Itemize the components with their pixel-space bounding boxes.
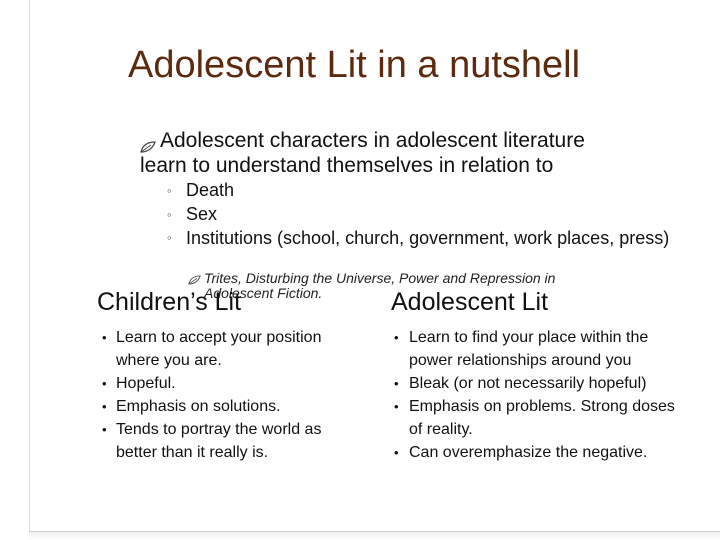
ring-bullet-icon: ◦ [167,183,172,198]
adolescent-lit-heading: Adolescent Lit [391,288,549,316]
slide-title: Adolescent Lit in a nutshell [128,44,581,86]
list-item: • Emphasis on solutions. [99,395,361,418]
bullet-dot-icon: • [102,330,107,345]
list-item: • Learn to accept your position where you are. [99,326,361,372]
list-item: • Learn to find your place within the power relationships around you [392,326,692,372]
list-item: • Bleak (or not necessarily hopeful) [392,372,692,395]
leaf-bullet-icon [140,134,156,159]
bullet-dot-icon: • [394,399,399,414]
ring-bullet-icon: ◦ [167,230,172,245]
bullet-dot-icon: • [102,376,107,391]
list-item: • Tends to portray the world as better than it really is. [99,418,361,464]
ring-bullet-icon: ◦ [167,207,172,222]
childrens-lit-heading: Children’s Lit [97,288,242,316]
main-bullet [140,128,700,178]
citation-line-2: Adolescent Fiction. [204,285,323,301]
bullet-dot-icon: • [394,445,399,460]
citation-line-1: Trites, Disturbing the Universe, Power and Repression in [204,270,556,286]
list-item: • Emphasis on problems. Strong doses of reality. [392,395,692,441]
sub-bullet-label: Institutions (school, church, government, work places, press) [186,228,670,248]
sub-bullet-label: Death [186,180,235,200]
sub-bullet-label: Sex [186,204,218,224]
bullet-dot-icon: • [102,399,107,414]
bullet-dot-icon: • [394,376,399,391]
main-bullet-line-1: Adolescent characters in adolescent literature [160,129,585,152]
sub-bullet-death [167,179,687,202]
sub-bullet-sex [167,203,687,226]
childrens-lit-list [99,326,361,464]
sub-bullet-institutions [167,228,687,248]
leaf-bullet-icon [188,272,201,287]
main-bullet-line-2: learn to understand themselves in relation to [140,154,554,177]
list-item: • Can overemphasize the negative. [392,441,692,464]
adolescent-lit-list [392,326,692,464]
slide-bottom-band [29,532,720,540]
bullet-dot-icon: • [394,330,399,345]
list-item: • Hopeful. [99,372,361,395]
bullet-dot-icon: • [102,422,107,437]
slide-left-border [0,0,30,540]
